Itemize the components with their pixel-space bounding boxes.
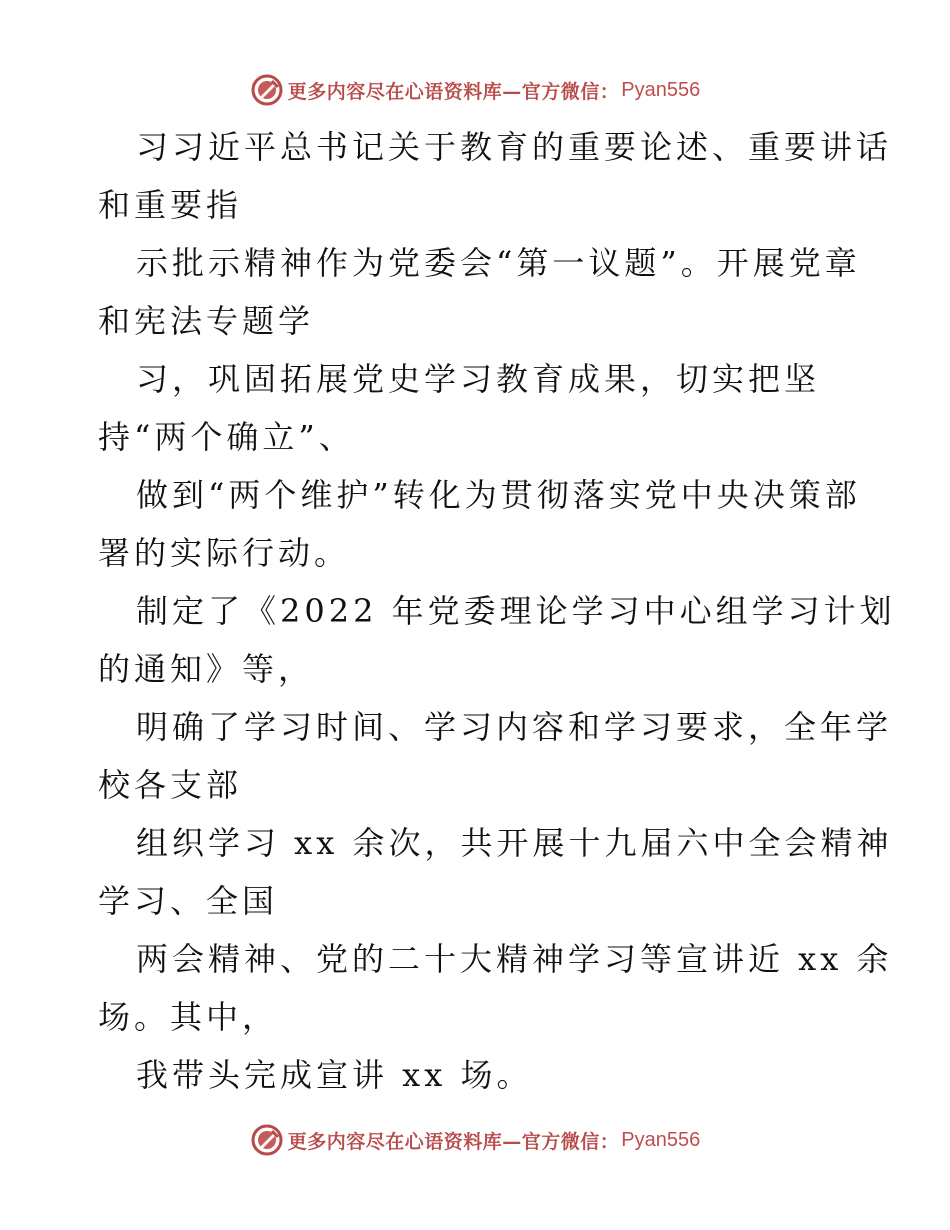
text-line: 示批示精神作为党委会“第一议题”。开展党章 [136, 244, 861, 282]
text-line: 我带头完成宣讲 xx 场。 [136, 1056, 533, 1094]
footer-wechat-id: Pyan556 [621, 1128, 701, 1151]
text-line: 和宪法专题学 [98, 302, 315, 340]
text-line: 做到“两个维护”转化为贯彻落实党中央决策部 [136, 476, 861, 514]
text-line: 习，巩固拓展党史学习教育成果，切实把坚 [136, 360, 821, 398]
header-text: 更多内容尽在心语资料库—官方微信： [287, 80, 620, 103]
text-line: 明确了学习时间、学习内容和学习要求，全年学 [136, 708, 893, 746]
document-body [98, 118, 896, 1104]
text-line: 和重要指 [98, 186, 243, 224]
text-line: 学习、全国 [98, 882, 279, 920]
text-line: 持“两个确立”、 [98, 418, 355, 456]
text-line: 署的实际行动。 [98, 534, 351, 572]
text-line: 制定了《2022 年党委理论学习中心组学习计划 [136, 592, 896, 630]
text-line: 习习近平总书记关于教育的重要论述、重要讲话 [136, 128, 893, 166]
header-banner [0, 70, 950, 110]
header-wechat-id: Pyan556 [621, 78, 701, 101]
text-line: 两会精神、党的二十大精神学习等宣讲近 xx 余 [136, 940, 893, 978]
text-line: 场。其中， [98, 998, 279, 1036]
text-line: 校各支部 [98, 766, 243, 804]
footer-text: 更多内容尽在心语资料库—官方微信： [287, 1130, 620, 1153]
text-line: 组织学习 xx 余次，共开展十九届六中全会精神 [136, 824, 893, 862]
pen-nib-circle-icon [250, 73, 284, 107]
pen-nib-circle-icon [250, 1123, 284, 1157]
footer-banner [0, 1120, 950, 1160]
text-line: 的通知》等， [98, 650, 315, 688]
